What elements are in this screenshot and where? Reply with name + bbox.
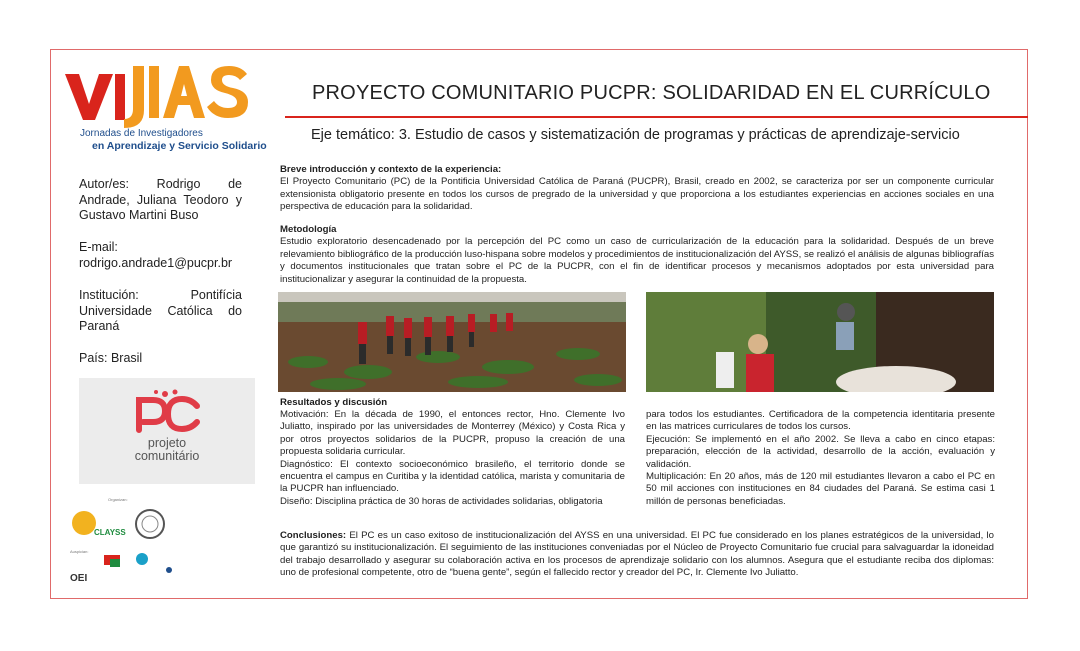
projeto-comunitario-logo [79, 378, 255, 484]
page-title: PROYECTO COMUNITARIO PUCPR: SOLIDARIDAD EN EL CURRÍCULO [312, 82, 991, 104]
logo-subtitle-line2: en Aprendizaje y Servicio Solidario [92, 140, 267, 152]
email-label: E-mail: [79, 240, 118, 254]
country-text: País: Brasil [79, 351, 143, 365]
supporters-label: Auspician: [70, 549, 89, 554]
oei-logo: OEI [70, 573, 88, 584]
results-right-column [646, 409, 995, 508]
results-diagnosis: Diagnóstico: El contexto socioeconómico brasileño, el territorio donde se encuentra el campus en Curitiba y la identidad católica, marista y comunitaria de la PUCPR han influenciado. [280, 458, 625, 495]
sponsor-logos [66, 497, 196, 587]
results-execution: Ejecución: Se implementó en el año 2002. Se lleva a cabo en cinco etapas: preparación, elección de la actividad, desarrollo de la acción, evaluación y validación. [646, 433, 995, 470]
intro-heading: Breve introducción y contexto de la experiencia: [280, 164, 502, 175]
conclusions-heading: Conclusiones: [280, 530, 347, 541]
results-design: Diseño: Disciplina práctica de 30 horas de actividades solidarias, obligatoria [280, 495, 603, 507]
title-divider [285, 116, 1028, 118]
photo-students-field [278, 292, 626, 392]
pc-logo-line2: comunitário [134, 449, 200, 463]
logo-subtitle-line1: Jornadas de Investigadores [80, 128, 203, 139]
page-subtitle: Eje temático: 3. Estudio de casos y sistematización de programas y prácticas de aprendizaje-servicio [311, 127, 960, 143]
photo-students-field-image [278, 292, 626, 392]
clayss-logo: CLAYSS [94, 528, 126, 537]
results-motivation: Motivación: En la década de 1990, el entonces rector, Hno. Clemente Ivo Juliatto, inspirado por las universidades de Monterrey (México) y Costa Rica y por otros proyectos solidarios de la PUCPR, propuso la creación de una propuesta solidaria curricular. [280, 409, 625, 458]
vijias-logo-mark [63, 62, 263, 132]
authors-text: Autor/es: Rodrigo de Andrade, Juliana Teodoro y Gustavo Martini Buso [79, 177, 242, 222]
photo-horse-therapy-image [646, 292, 994, 392]
organizers-label: Organizan: [108, 497, 128, 502]
intro-section [280, 164, 994, 214]
intro-text: El Proyecto Comunitario (PC) de la Pontificia Universidad Católica de Paraná (PUCPR), Brasil, creado en 2002, se caracteriza por ser un componente curricular extensionista obligatorio presente en todos los cursos de pregrado de la universidad y que proporciona a los estudiantes experiencias en acciones sociales en una perspectiva de educación para la solidaridad. [280, 176, 994, 213]
pc-logo-icon [79, 378, 255, 484]
results-design-cont: para todos los estudiantes. Certificadora de la competencia identitaria presente en las matrices curriculares de todos los cursos. [646, 409, 995, 433]
methodology-text: Estudio exploratorio desencadenado por la percepción del PC como un caso de curricularización de la educación para la solidaridad. Después de un breve relevamiento bibliográfico de la producción luso-hispana sobre modelos y procedimientos de institucionalización del AYSS, se realizó el análisis de algunas bibliografías y documentos institucionales que tratan sobre el PC de la PUCPR, con el fin de identificar procesos y mecanismos adoptados por esta universidad para institucionalizar y asegurar la continuidad de la propuesta. [280, 236, 994, 285]
pc-logo-line1: projeto [147, 436, 187, 450]
conclusions-text: El PC es un caso exitoso de institucionalización del AYSS en una universidad. El PC fue considerado en los planes estratégicos de la universidad, lo que garantizó su institucionalización. El seguimiento de las instituciones conveniadas por el Núcleo de Proyecto Comunitario fue crucial para salvaguardar la idoneidad del trabajo desarrollado y asegurar su colaboración activa en los procesos de aprendizaje solidario con los alumnos. Asegura que el estudiante reciba dos diplomas: uno de profesional competente, otro de “buena gente”, según el fallecido rector y creador del PC, Ir. Clemente Ivo Juliatto. [280, 530, 994, 579]
email-value: rodrigo.andrade1@pucpr.br [79, 256, 233, 270]
methodology-heading: Metodología [280, 224, 337, 235]
results-heading: Resultados y discusión [280, 397, 388, 408]
institution-text: Institución: Pontifícia Universidade Católica do Paraná [79, 288, 242, 333]
methodology-section [280, 224, 994, 286]
results-left-column [280, 409, 625, 508]
conclusions-section [280, 530, 994, 580]
photo-horse-therapy [646, 292, 994, 392]
results-multiplication: Multiplicación: En 20 años, más de 120 mil estudiantes llevaron a cabo el PC en 50 mil acciones con instituciones en 84 ciudades del Paraná. Se estima casi 1 millón de personas beneficiadas. [646, 471, 995, 507]
